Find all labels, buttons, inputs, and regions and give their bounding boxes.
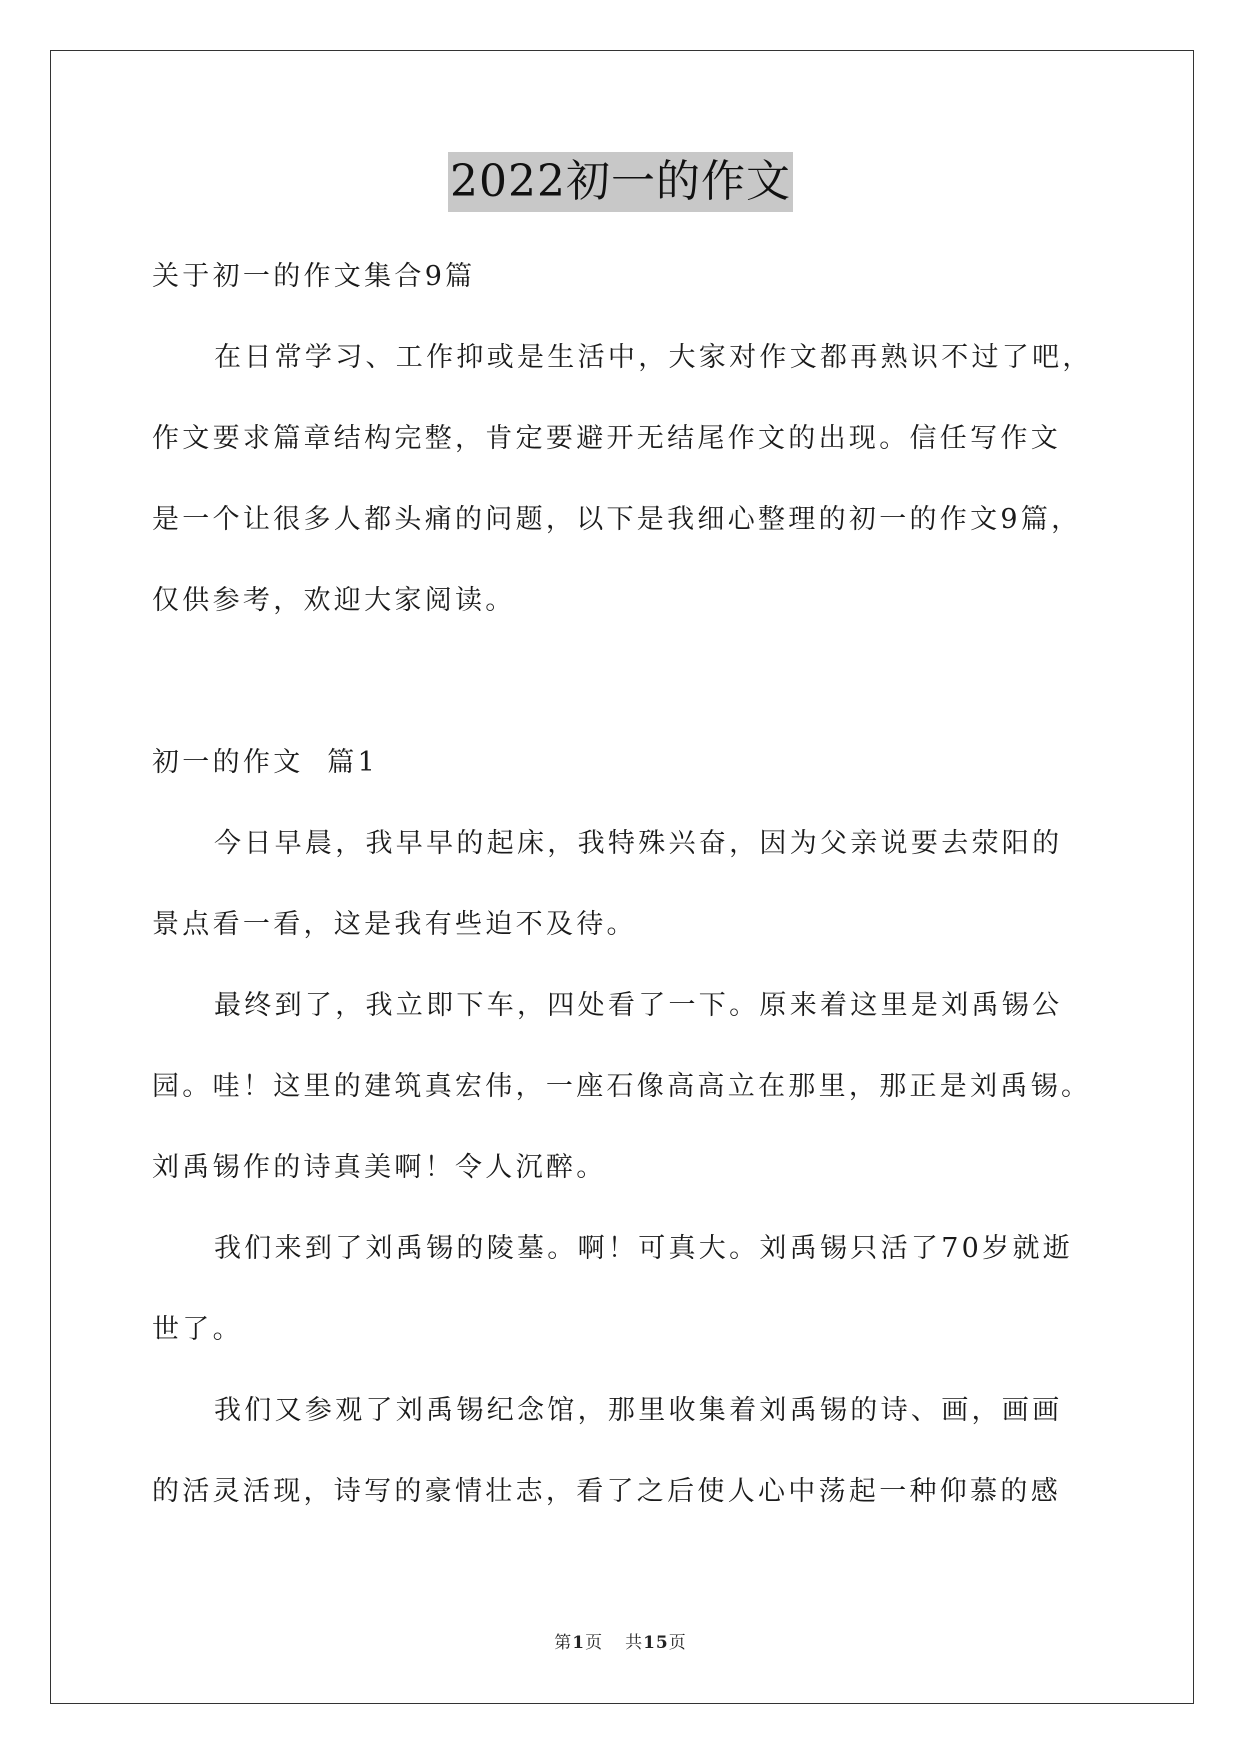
text-line: 世了。 bbox=[152, 1314, 243, 1345]
total-prefix: 共 bbox=[625, 1633, 644, 1653]
text-line: 最终到了，我立即下车，四处看了一下。原来着这里是刘禹锡公 bbox=[214, 990, 1063, 1021]
text-line: 在日常学习、工作抑或是生活中，大家对作文都再熟识不过了吧， bbox=[214, 342, 1093, 373]
text-line: 作文要求篇章结构完整，肯定要避开无结尾作文的出现。信任写作文 bbox=[152, 423, 1061, 454]
text-line: 景点看一看，这是我有些迫不及待。 bbox=[152, 909, 637, 940]
text-line: 园。哇！这里的建筑真宏伟，一座石像高高立在那里，那正是刘禹锡。 bbox=[152, 1071, 1092, 1102]
page-footer bbox=[0, 1628, 1241, 1653]
page-prefix: 第 bbox=[554, 1633, 573, 1653]
section-heading: 初一的作文 篇1 bbox=[152, 747, 379, 778]
title-container bbox=[0, 152, 1241, 212]
total-suffix: 页 bbox=[668, 1633, 687, 1653]
document-title: 2022初一的作文 bbox=[448, 152, 793, 212]
text-line: 今日早晨，我早早的起床，我特殊兴奋，因为父亲说要去荥阳的 bbox=[214, 828, 1063, 859]
text-line: 关于初一的作文集合9篇 bbox=[152, 261, 476, 292]
text-line: 仅供参考，欢迎大家阅读。 bbox=[152, 585, 516, 616]
text-line: 我们又参观了刘禹锡纪念馆，那里收集着刘禹锡的诗、画，画画 bbox=[214, 1395, 1063, 1426]
total-pages: 15 bbox=[643, 1633, 669, 1653]
text-line: 刘禹锡作的诗真美啊！令人沉醉。 bbox=[152, 1152, 607, 1183]
text-line: 是一个让很多人都头痛的问题，以下是我细心整理的初一的作文9篇， bbox=[152, 504, 1082, 535]
page-number: 1 bbox=[572, 1633, 586, 1653]
text-line: 的活灵活现，诗写的豪情壮志，看了之后使人心中荡起一种仰慕的感 bbox=[152, 1476, 1061, 1507]
page-suffix: 页 bbox=[585, 1633, 604, 1653]
document-body bbox=[152, 236, 1092, 1532]
blank-line bbox=[152, 641, 1092, 722]
text-line: 我们来到了刘禹锡的陵墓。啊！可真大。刘禹锡只活了70岁就逝 bbox=[214, 1233, 1074, 1264]
